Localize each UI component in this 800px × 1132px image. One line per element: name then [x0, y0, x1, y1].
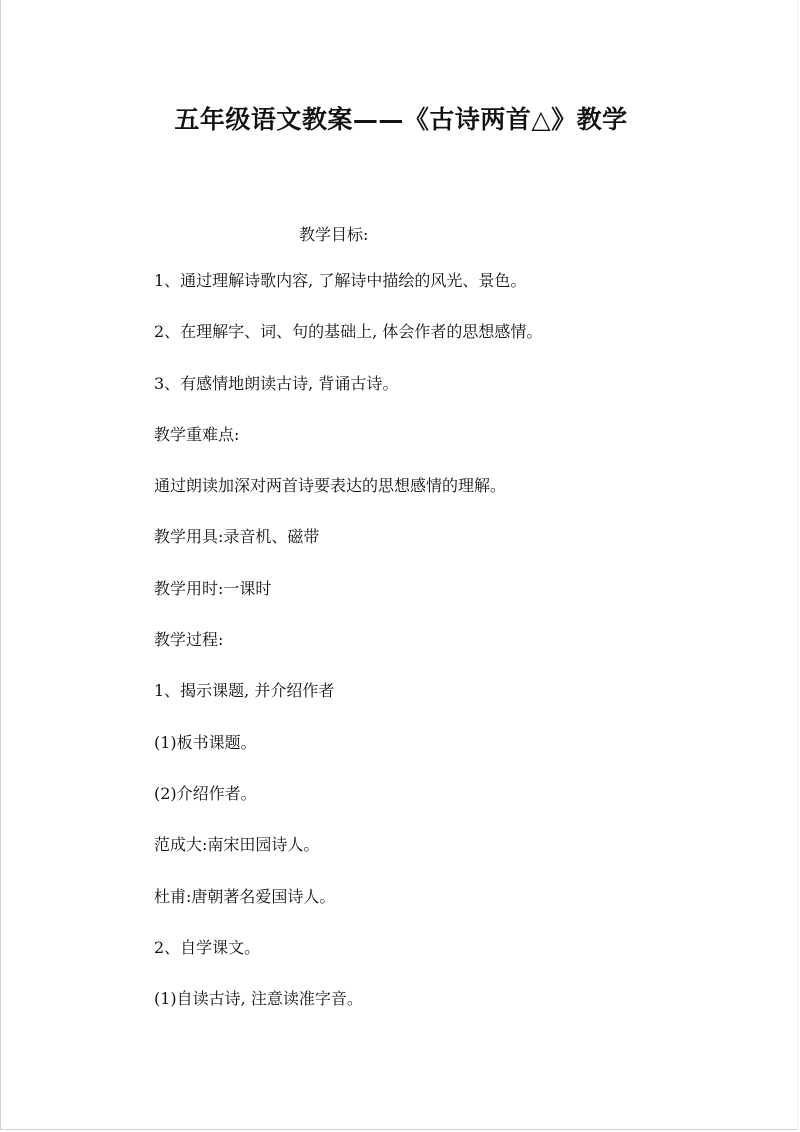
author-du-fu: 杜甫:唐朝著名爱国诗人。	[154, 886, 336, 906]
objective-3: 3、有感情地朗读古诗, 背诵古诗。	[154, 373, 399, 393]
document-body	[154, 270, 754, 1039]
process-substep-1-2: (2)介绍作者。	[154, 783, 257, 803]
objectives-heading: 教学目标:	[299, 225, 369, 244]
author-fan-chengda: 范成大:南宋田园诗人。	[154, 835, 320, 855]
teaching-process-heading: 教学过程:	[154, 630, 224, 650]
teaching-tools: 教学用具:录音机、磁带	[154, 527, 320, 547]
objective-1: 1、通过理解诗歌内容, 了解诗中描绘的风光、景色。	[154, 271, 527, 290]
document-title: 五年级语文教案——《古诗两首△》教学	[174, 105, 628, 134]
objective-2: 2、在理解字、词、句的基础上, 体会作者的思想感情。	[154, 322, 543, 342]
process-step-2: 2、自学课文。	[154, 937, 261, 957]
process-step-1: 1、揭示课题, 并介绍作者	[154, 681, 335, 701]
process-substep-2-1: (1)自读古诗, 注意读准字音。	[154, 989, 363, 1009]
teaching-time: 教学用时:一课时	[154, 578, 272, 598]
process-substep-1-1: (1)板书课题。	[154, 732, 257, 752]
key-difficulties-text: 通过朗读加深对两首诗要表达的思想感情的理解。	[154, 476, 507, 496]
key-difficulties-heading: 教学重难点:	[154, 424, 240, 444]
